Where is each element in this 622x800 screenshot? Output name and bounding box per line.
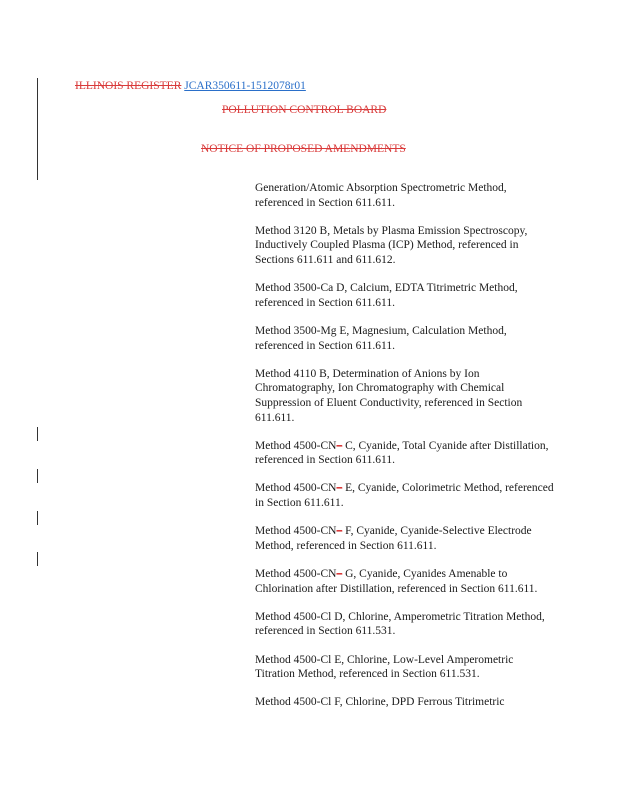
entry-text: Method 4500-Cl F, Chlorine, DPD Ferrous Titrimetric — [255, 696, 505, 709]
entry-text: Method 3500-Mg E, Magnesium, Calculation Method, referenced in Section 611.611. — [255, 324, 507, 352]
list-item — [255, 224, 555, 268]
entry-text: G, Cyanide, Cyanides Amenable to Chlorination after Distillation, referenced in Section 611.611. — [255, 568, 538, 595]
entry-prefix: Method 4500-CN — [255, 568, 337, 581]
board-deleted-text: POLLUTION CONTROL BOARD — [222, 104, 387, 116]
list-item — [255, 281, 555, 310]
deleted-dash: – — [336, 482, 343, 495]
list-item — [255, 324, 555, 353]
register-code-link[interactable]: JCAR350611-1512078r01 — [184, 80, 306, 92]
list-item — [255, 610, 555, 639]
entry-prefix: Method 4500-CN — [255, 525, 337, 538]
entry-text: Method 4500-Cl D, Chlorine, Amperometric Titration Method, referenced in Section 611.531. — [255, 610, 545, 638]
list-item — [255, 439, 555, 468]
register-header — [75, 79, 306, 93]
entry-text: Method 4110 B, Determination of Anions by Ion Chromatography, Ion Chromatography with Chemical Suppression of Eluent Conductivity, referenced in Section 611.611. — [255, 367, 523, 424]
method-list — [255, 181, 555, 724]
cn-revision-mark — [336, 481, 342, 496]
cn-revision-mark — [336, 439, 342, 454]
list-item — [255, 481, 555, 510]
deleted-dash: – — [336, 439, 343, 452]
list-item — [255, 524, 555, 553]
deleted-dash: – — [336, 525, 343, 538]
change-bar-cn-c — [37, 427, 38, 441]
board-header — [222, 103, 386, 117]
entry-text: E, Cyanide, Colorimetric Method, referenced in Section 611.611. — [255, 482, 554, 510]
deleted-dash: – — [336, 568, 343, 581]
cn-revision-mark — [336, 524, 342, 539]
notice-deleted-text: NOTICE OF PROPOSED AMENDMENTS — [201, 143, 406, 155]
notice-header — [201, 142, 406, 156]
register-deleted-text: ILLINOIS REGISTER — [75, 80, 182, 92]
list-item — [255, 653, 555, 682]
entry-text: Generation/Atomic Absorption Spectrometric Method, referenced in Section 611.611. — [255, 182, 507, 209]
entry-text: F, Cyanide, Cyanide-Selective Electrode Method, referenced in Section 611.611. — [255, 525, 532, 552]
change-bar-cn-e — [37, 469, 38, 483]
change-bar-cn-f — [37, 511, 38, 525]
entry-text: Method 3120 B, Metals by Plasma Emission Spectroscopy, Inductively Coupled Plasma (ICP) Method, referenced in Sections 611.611 and 611.612. — [255, 224, 528, 266]
change-bar-header — [37, 78, 38, 180]
entry-text: Method 3500-Ca D, Calcium, EDTA Titrimetric Method, referenced in Section 611.611. — [255, 282, 518, 309]
entry-text: C, Cyanide, Total Cyanide after Distillation, referenced in Section 611.611. — [255, 439, 549, 467]
entry-text: Method 4500-Cl E, Chlorine, Low-Level Amperometric Titration Method, referenced in Section 611.531. — [255, 653, 514, 681]
list-item — [255, 567, 555, 596]
list-item — [255, 367, 555, 425]
cn-revision-mark — [336, 567, 342, 582]
list-item — [255, 695, 555, 710]
list-item — [255, 181, 555, 210]
entry-prefix: Method 4500-CN — [255, 482, 337, 495]
change-bar-cn-g — [37, 552, 38, 566]
entry-prefix: Method 4500-CN — [255, 439, 337, 452]
